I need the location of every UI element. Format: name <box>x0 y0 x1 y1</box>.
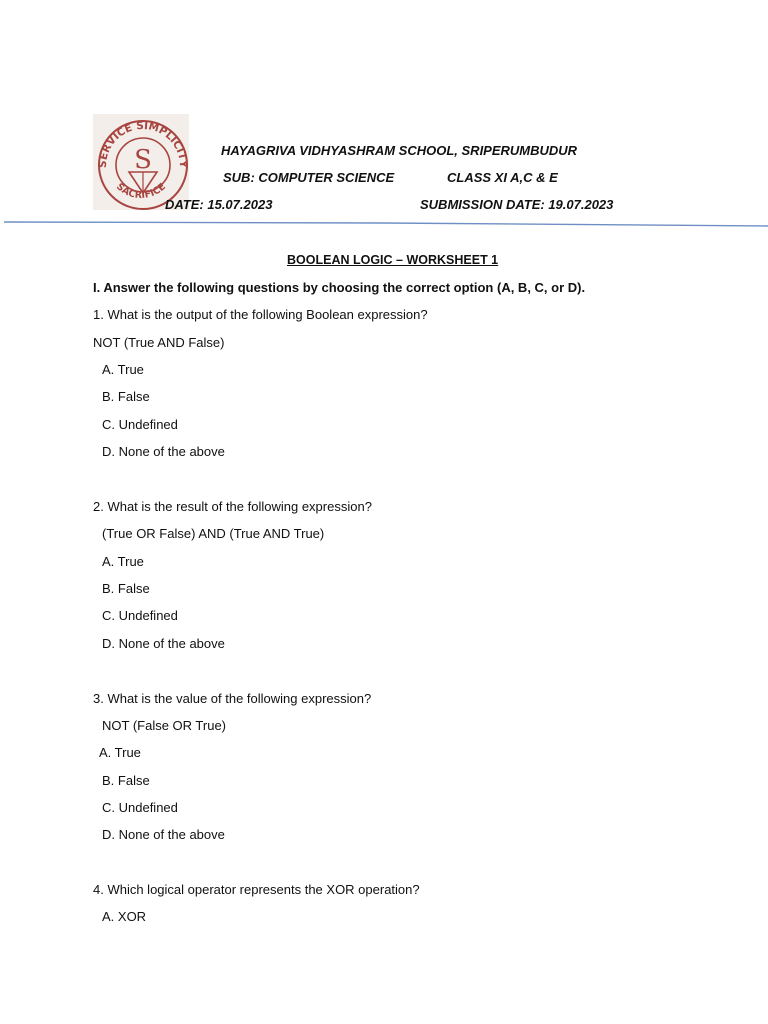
instruction: I. Answer the following questions by choosing the correct option (A, B, C, or D). <box>93 280 586 295</box>
question-1-option-b: B. False <box>102 389 150 404</box>
question-3-text: 3. What is the value of the following expression? <box>93 691 372 706</box>
question-1-option-c: C. Undefined <box>102 417 178 432</box>
logo-bottom-text: SACRIFICE <box>114 181 168 202</box>
school-logo-emblem <box>93 114 189 210</box>
question-2-option-a: A. True <box>102 554 144 569</box>
question-1-text: 1. What is the output of the following Boolean expression? <box>93 307 428 322</box>
question-2-expression: (True OR False) AND (True AND True) <box>102 526 325 541</box>
question-3-option-c: C. Undefined <box>102 800 178 815</box>
date-line: DATE: 15.07.2023 <box>165 197 273 212</box>
school-logo <box>93 114 189 210</box>
question-2-option-c: C. Undefined <box>102 608 178 623</box>
submission-date-line: SUBMISSION DATE: 19.07.2023 <box>420 197 614 212</box>
question-2-option-b: B. False <box>102 581 150 596</box>
subject-line: SUB: COMPUTER SCIENCE <box>223 170 395 185</box>
question-1-option-a: A. True <box>102 362 144 377</box>
class-line: CLASS XI A,C & E <box>447 170 558 185</box>
question-3-option-b: B. False <box>102 773 150 788</box>
question-4-text: 4. Which logical operator represents the XOR operation? <box>93 882 420 897</box>
question-1-expression: NOT (True AND False) <box>93 335 225 350</box>
question-2-option-d: D. None of the above <box>102 636 225 651</box>
question-3-option-d: D. None of the above <box>102 827 225 842</box>
question-1-option-d: D. None of the above <box>102 444 225 459</box>
question-3-option-a: A. True <box>99 745 141 760</box>
logo-top-text: SERVICE SIMPLICITY <box>96 119 189 169</box>
school-name: HAYAGRIVA VIDHYASHRAM SCHOOL, SRIPERUMBUDUR <box>221 143 578 158</box>
question-4-option-a: A. XOR <box>102 909 147 924</box>
worksheet-title: BOOLEAN LOGIC – WORKSHEET 1 <box>287 253 499 267</box>
header-divider <box>4 220 768 228</box>
question-2-text: 2. What is the result of the following expression? <box>93 499 372 514</box>
logo-monogram: S <box>134 145 152 175</box>
question-3-expression: NOT (False OR True) <box>102 718 227 733</box>
